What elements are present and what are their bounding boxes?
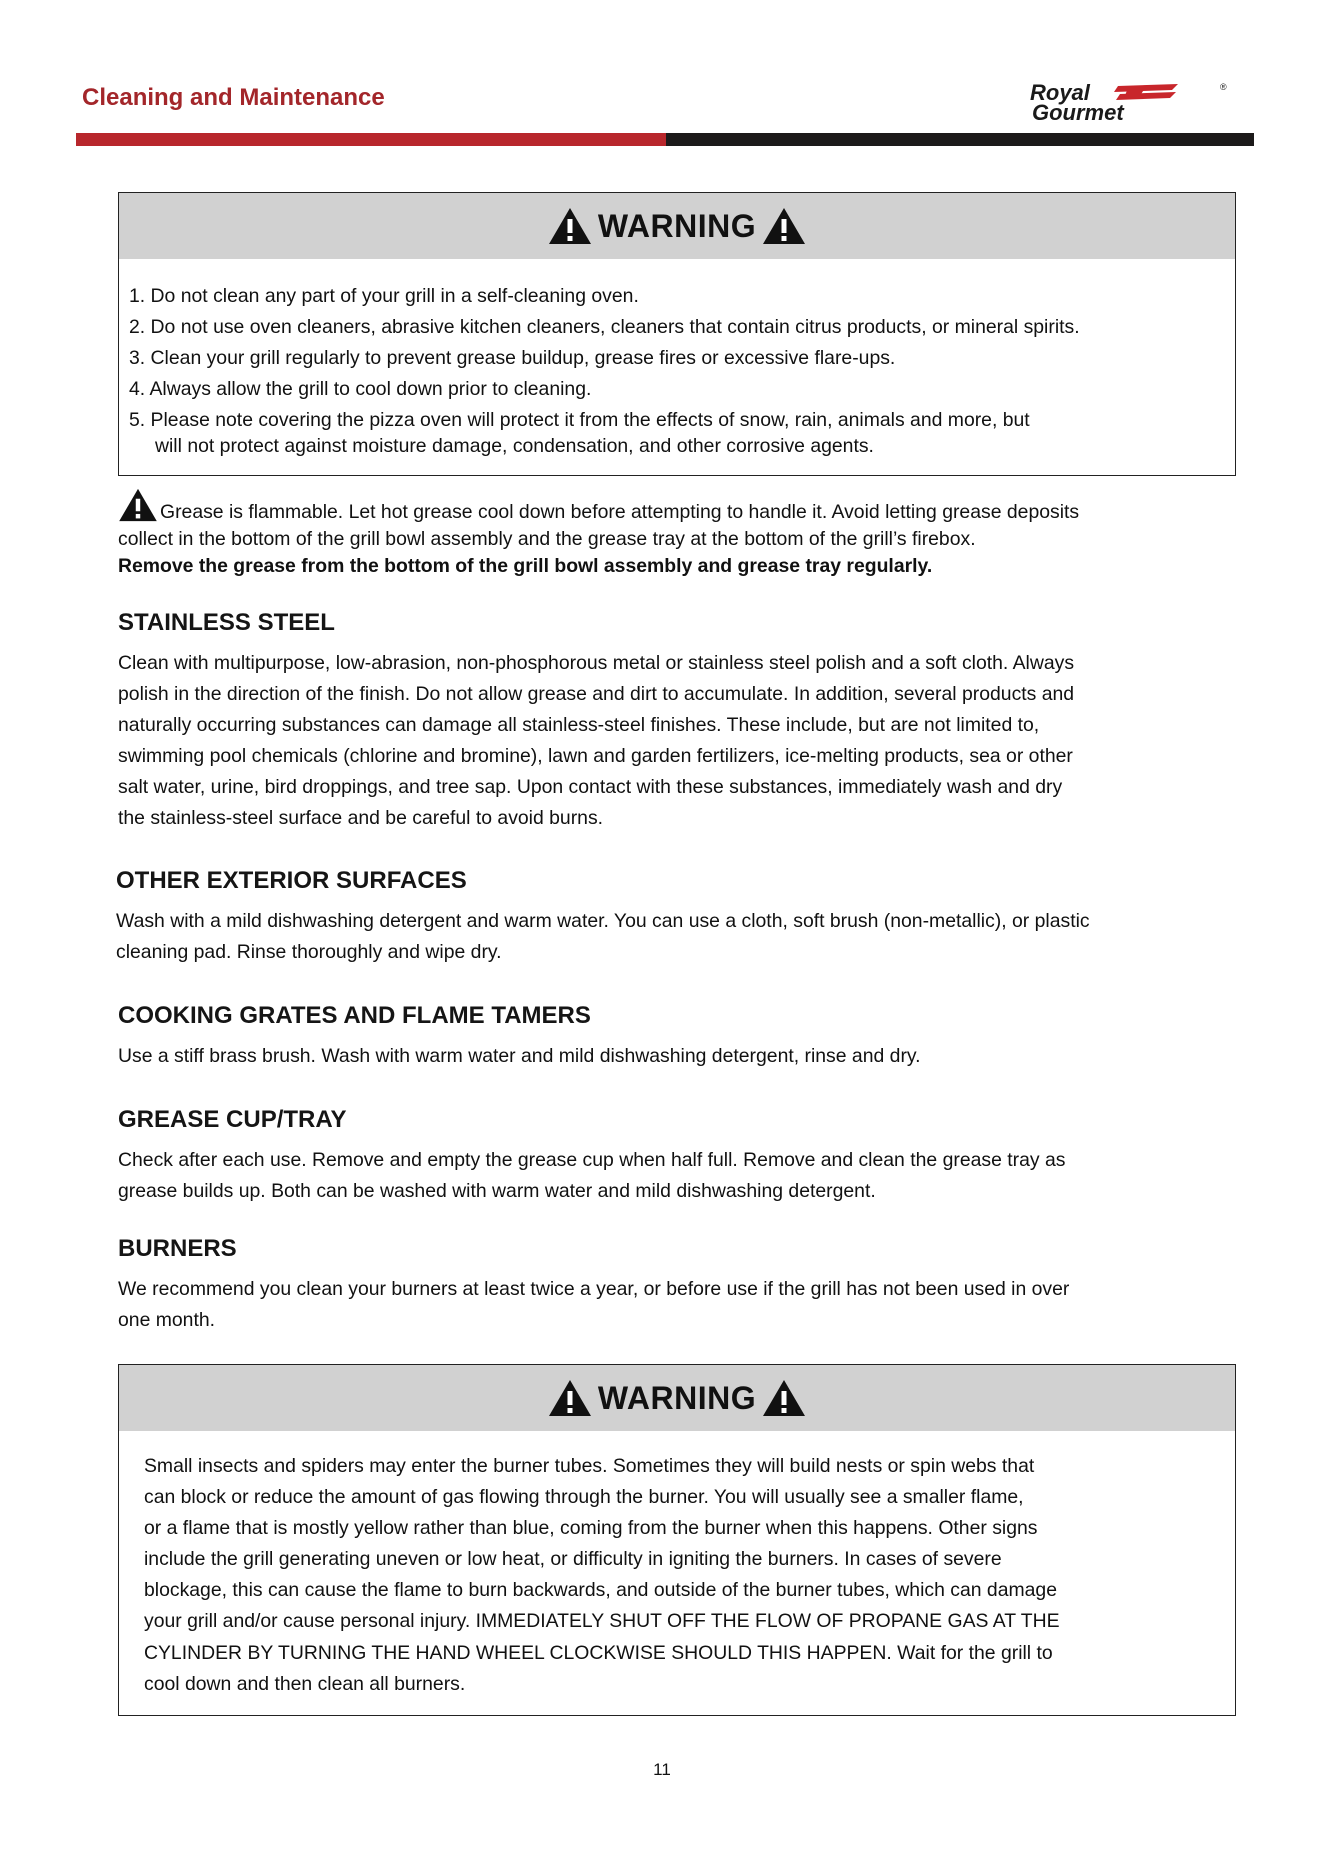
warning-box-top — [118, 192, 1236, 476]
warning-item: 5. Please note covering the pizza oven will protect it from the effects of snow, rain, animals and more, but — [129, 409, 1030, 431]
body-line: Clean with multipurpose, low-abrasion, non-phosphorous metal or stainless steel polish and a soft cloth. Always — [118, 652, 1075, 674]
section-body — [118, 1274, 1258, 1336]
section-body — [118, 1145, 1258, 1207]
grease-note-text: Grease is flammable. Let hot grease cool down before attempting to handle it. Avoid letting grease deposits — [160, 501, 1080, 523]
section-cooking-grates — [118, 1001, 1258, 1072]
warning-heading: WARNING — [597, 207, 757, 244]
body-line: salt water, urine, bird droppings, and tree sap. Upon contact with these substances, immediately wash and dry — [118, 776, 1063, 798]
section-body — [118, 1041, 1258, 1072]
warning-line: include the grill generating uneven or low heat, or difficulty in igniting the burners. In cases of severe — [144, 1548, 1002, 1571]
body-line: one month. — [118, 1309, 216, 1331]
grease-note-bold: Remove the grease from the bottom of the grill bowl assembly and grease tray regularly. — [118, 555, 933, 577]
section-body — [116, 906, 1256, 968]
registered-mark: ® — [1220, 82, 1227, 92]
body-line: Check after each use. Remove and empty the grease cup when half full. Remove and clean the grease tray as — [118, 1149, 1066, 1171]
grease-note-line: collect in the bottom of the grill bowl assembly and the grease tray at the bottom of the grill’s firebox. — [118, 528, 976, 550]
warning-line: or a flame that is mostly yellow rather than blue, coming from the burner when this happens. Other signs — [144, 1517, 1038, 1540]
logo-word-royal: Royal — [1030, 80, 1090, 105]
grease-note-line — [118, 488, 1258, 526]
warning-line: blockage, this can cause the flame to burn backwards, and outside of the burner tubes, which can damage — [144, 1579, 1057, 1602]
warning-box-bottom — [118, 1364, 1236, 1716]
warning-line: Small insects and spiders may enter the burner tubes. Sometimes they will build nests or spin webs that — [144, 1455, 1035, 1477]
section-heading: BURNERS — [118, 1235, 237, 1262]
warning-header — [119, 1365, 1235, 1431]
body-line: naturally occurring substances can damage all stainless-steel finishes. These include, but are not limited to, — [118, 714, 1040, 736]
section-heading: STAINLESS STEEL — [118, 609, 335, 636]
section-heading: OTHER EXTERIOR SURFACES — [116, 867, 467, 894]
warning-body — [119, 1431, 1235, 1700]
warning-item: 1. Do not clean any part of your grill in a self-cleaning oven. — [129, 285, 639, 307]
header-rule-dark — [666, 133, 1254, 146]
body-line: swimming pool chemicals (chlorine and bromine), lawn and garden fertilizers, ice-melting products, sea or other — [118, 745, 1073, 767]
warning-list — [119, 259, 1235, 462]
warning-item: 2. Do not use oven cleaners, abrasive kitchen cleaners, cleaners that contain citrus products, or mineral spirits. — [129, 316, 1080, 338]
logo-word-gourmet: Gourmet — [1032, 100, 1124, 124]
warning-header — [119, 193, 1235, 259]
section-heading: COOKING GRATES AND FLAME TAMERS — [118, 1002, 591, 1029]
body-line: We recommend you clean your burners at least twice a year, or before use if the grill has not been used in over — [118, 1278, 1070, 1300]
section-other-exterior-surfaces — [116, 866, 1256, 968]
section-stainless-steel — [118, 608, 1258, 834]
section-burners — [118, 1234, 1258, 1336]
body-line: grease builds up. Both can be washed with warm water and mild dishwashing detergent. — [118, 1180, 876, 1202]
body-line: Wash with a mild dishwashing detergent and warm water. You can use a cloth, soft brush (non-metallic), or plastic — [116, 910, 1090, 932]
body-line: Use a stiff brass brush. Wash with warm water and mild dishwashing detergent, rinse and dry. — [118, 1045, 921, 1067]
warning-triangle-icon — [762, 1379, 806, 1417]
page-number: 11 — [653, 1760, 671, 1779]
warning-item: 3. Clean your grill regularly to prevent grease buildup, grease fires or excessive flare-ups. — [129, 347, 896, 369]
header-rule-red — [76, 133, 666, 146]
warning-triangle-icon — [548, 1379, 592, 1417]
warning-triangle-icon — [118, 488, 158, 522]
royal-gourmet-logo — [1028, 80, 1236, 124]
section-body — [118, 648, 1258, 834]
warning-line: can block or reduce the amount of gas flowing through the burner. You will usually see a smaller flame, — [144, 1486, 1024, 1509]
body-line: the stainless-steel surface and be careful to avoid burns. — [118, 807, 604, 829]
warning-line: your grill and/or cause personal injury. IMMEDIATELY SHUT OFF THE FLOW OF PROPANE GAS AT THE — [144, 1610, 1060, 1633]
section-heading: GREASE CUP/TRAY — [118, 1106, 347, 1133]
warning-line: CYLINDER BY TURNING THE HAND WHEEL CLOCKWISE SHOULD THIS HAPPEN. Wait for the grill to — [144, 1641, 1053, 1664]
warning-item-continued: will not protect against moisture damage, condensation, and other corrosive agents. — [155, 435, 874, 457]
warning-line: cool down and then clean all burners. — [144, 1672, 466, 1695]
body-line: polish in the direction of the finish. Do not allow grease and dirt to accumulate. In addition, several products and — [118, 683, 1075, 705]
warning-heading: WARNING — [597, 1379, 757, 1416]
section-title: Cleaning and Maintenance — [82, 84, 385, 111]
body-line: cleaning pad. Rinse thoroughly and wipe dry. — [116, 941, 502, 963]
section-grease-cup-tray — [118, 1105, 1258, 1207]
logo-flame-icon — [1114, 84, 1178, 100]
logo-graphic — [1028, 80, 1236, 124]
warning-item: 4. Always allow the grill to cool down prior to cleaning. — [129, 378, 592, 400]
warning-triangle-icon — [762, 207, 806, 245]
warning-triangle-icon — [548, 207, 592, 245]
grease-note — [118, 488, 1258, 580]
